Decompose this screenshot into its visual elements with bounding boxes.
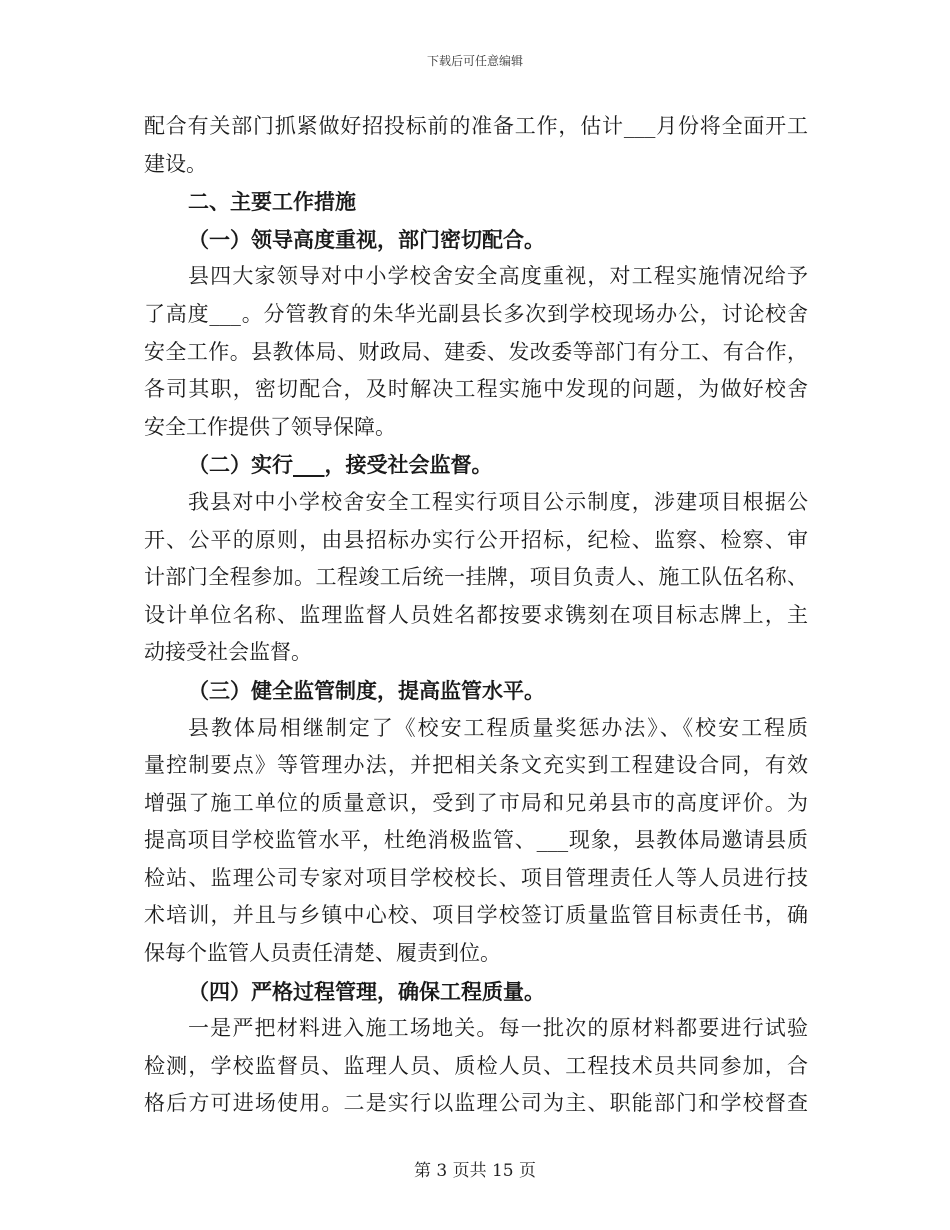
paragraph-line: 保每个监管人员责任清楚、履责到位。 — [144, 941, 501, 966]
paragraph-line: 县四大家领导对中小学校舍安全高度重视，对工程实施情况给予 — [188, 264, 808, 289]
paragraph-line: 安全工作提供了领导保障。 — [144, 414, 396, 439]
paragraph-line: 各司其职，密切配合，及时解决工程实施中发现的问题，为做好校舍 — [144, 377, 808, 402]
paragraph-line: 计部门全程参加。工程竣工后统一挂牌，项目负责人、施工队伍名称、 — [144, 565, 808, 590]
paragraph-line: 一是严把材料进入施工场地关。每一批次的原材料都要进行试验 — [188, 1016, 808, 1041]
subsection-heading: （三）健全监管制度，提高监管水平。 — [188, 677, 545, 703]
paragraph-line: 检站、监理公司专家对项目学校校长、项目管理责任人等人员进行技 — [144, 865, 808, 890]
paragraph-line: 格后方可进场使用。二是实行以监理公司为主、职能部门和学校督查 — [144, 1091, 808, 1116]
paragraph-line: 我县对中小学校舍安全工程实行项目公示制度，涉建项目根据公 — [188, 489, 808, 514]
subsection-heading: （二）实行___，接受社会监督。 — [188, 452, 493, 478]
paragraph-line: 增强了施工单位的质量意识，受到了市局和兄弟县市的高度评价。为 — [144, 790, 808, 815]
paragraph-line: 动接受社会监督。 — [144, 640, 312, 665]
paragraph-line: 检测，学校监督员、监理人员、质检人员、工程技术员共同参加，合 — [144, 1053, 808, 1078]
paragraph-line: 建设。 — [144, 151, 207, 176]
subsection-heading: （一）领导高度重视，部门密切配合。 — [188, 226, 545, 252]
section-heading: 二、主要工作措施 — [188, 189, 356, 215]
paragraph-line: 开、公平的原则，由县招标办实行公开招标，纪检、监察、检察、审 — [144, 527, 808, 552]
paragraph-line: 术培训，并且与乡镇中心校、项目学校签订质量监管目标责任书，确 — [144, 903, 808, 928]
paragraph-line: 县教体局相继制定了《校安工程质量奖惩办法》、《校安工程质 — [188, 715, 808, 740]
paragraph-line: 配合有关部门抓紧做好招投标前的准备工作，估计___月份将全面开工 — [144, 114, 808, 138]
paragraph-line: 量控制要点》等管理办法，并把相关条文充实到工程建设合同，有效 — [144, 753, 808, 778]
page-header: 下载后可任意编辑 — [426, 54, 523, 68]
paragraph-line: 提高项目学校监管水平，杜绝消极监管、___现象，县教体局邀请县质 — [144, 828, 808, 853]
paragraph-line: 设计单位名称、监理监督人员姓名都按要求镌刻在项目标志牌上，主 — [144, 602, 808, 627]
paragraph-line: 了高度___。分管教育的朱华光副县长多次到学校现场办公，讨论校舍 — [144, 301, 808, 326]
paragraph-line: 安全工作。县教体局、财政局、建委、发改委等部门有分工、有合作， — [144, 339, 808, 364]
page-footer: 第 3 页共 15 页 — [413, 1161, 537, 1181]
document-body — [144, 108, 808, 1123]
subsection-heading: （四）严格过程管理，确保工程质量。 — [188, 978, 545, 1004]
